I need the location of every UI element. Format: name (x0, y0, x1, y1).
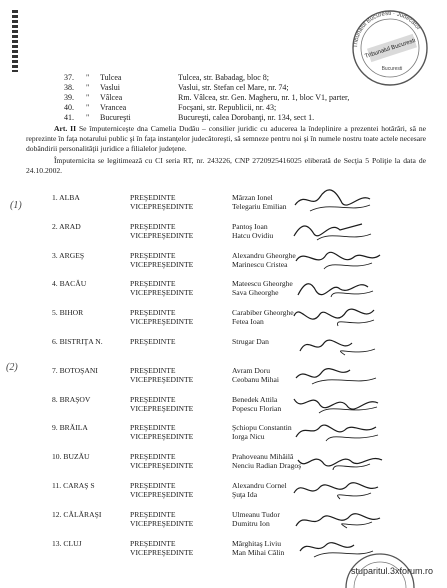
president-name: Mateescu Gheorghe (232, 279, 293, 289)
handwritten-signature (290, 331, 400, 361)
vice-name: Marinescu Cristea (232, 259, 288, 269)
vice-name: Fetea Ioan (232, 317, 264, 327)
president-name: Şchiopu Constantin (232, 423, 292, 433)
role-president: PREŞEDINTE (130, 394, 176, 404)
role-president: PREŞEDINTE (130, 452, 176, 462)
county-name: 8. BRAŞOV (52, 394, 91, 404)
role-president: PREŞEDINTE (130, 481, 176, 490)
role-vice: VICEPREŞEDINTE (130, 202, 194, 211)
county-name: 12. CĂLĂRAŞI (52, 509, 102, 519)
article-paragraph (26, 124, 426, 153)
vice-name: Iorga Nicu (232, 432, 265, 442)
role-vice: VICEPREŞEDINTE (130, 259, 194, 269)
article-text: Se împuterniceşte dna Camelia Dudău – consilier juridic cu aducerea la îndeplinire a prezentei hotărâri, să ne reprezinte în faţa notarului public şi în faţa instanţelor judecătoreşti, să semneze pentru noi şi în numele nostru toate actele necesare dobândirii personalităţii juridice a filialelor judeţene. (26, 124, 427, 153)
role-president: PREŞEDINTE (130, 365, 176, 375)
role-president: PREŞEDINTE (130, 308, 176, 318)
vice-name: Şuţa Ida (232, 490, 258, 499)
president-name: Carabiber Gheorghe (232, 308, 294, 318)
county-name: 2. ARAD (52, 221, 81, 231)
handwritten-signature (290, 475, 400, 505)
vice-name: Popescu Florian (232, 403, 282, 413)
role-vice: VICEPREŞEDINTE (130, 490, 194, 499)
role-vice: VICEPREŞEDINTE (130, 317, 194, 327)
county-name: 9. BRĂILA (52, 423, 88, 433)
county-name: 7. BOTOŞANI (52, 365, 98, 375)
county-name: 3. ARGEŞ (52, 250, 85, 260)
county-name: 1. ALBA (52, 193, 80, 202)
role-president: PREŞEDINTE (130, 279, 176, 289)
article-label: Art. II (54, 124, 77, 133)
document-page: Tribunalul Bucuresti · Judecator Tribunalul Bucuresti Bucuresti 37. " Tulcea Tulcea, str. Babadag, bloc 8; 38. " Vaslui Vaslui, str. Stefan cel Mare, nr. 74; 39. " Vâlcea Rm. Vâlcea, str. Gen. Magheru, nr. 1, bloc V1, parter, 40. " Vrancea Focşani, str. Republicii, nr. 43; 41. " Bucureşti Bucureşti, calea Dorobanţi, nr. 134, sect 1. Art. II Se împuterniceşte dna Camelia Dudău – consilier juridic cu aducerea la îndeplinire a prezentei hotărâri, să ne reprezinte în faţa notarului public şi în faţa instanţelor judecătoreşti, să semneze pentru noi şi în numele nostru toate actele necesare dobândirii personalităţii juridice a filialelor judeţene. Împuternicita se legitimează cu CI seria RT, nr. 243226, CNP 2720925416025 eliberată de Secţia 5 Poliţie la data de 24.10.2002. (1) (2) 1. ALBA PREŞEDINTE Mârzan Ionel VICEPREŞEDINTE Telegariu Emilian 2. ARAD PREŞEDINTE Pantoş Ioan VICEPREŞEDINTE Hatcu Ovidiu 3. ARGEŞ PREŞEDINTE Alexandru Gheorghe VICEPREŞEDINTE Marinescu Cristea 4. BACĂU PREŞEDINTE Mateescu Gheorghe VICEPREŞEDINTE Sava Gheorghe 5. BIHOR PREŞEDINTE Carabiber Gheorghe VICEPREŞEDINTE Fetea Ioan 6. BISTRIŢA N. PREŞEDINTE Strugar Dan 7. BOTOŞANI PREŞEDINTE Avram Doru VICEPREŞEDINTE Ceobanu Mihai 8. BRAŞOV PREŞEDINTE Benedek Attila VICEPREŞEDINTE Popescu Florian 9. BRĂILA PREŞEDINTE Şchiopu Constantin VICEPREŞEDINTE Iorga Nicu 10. BUZĂU PREŞEDINTE Prahoveanu Mihăilă VICEPREŞEDINTE Nenciu Radian Dragoş 11. CARAŞ S PREŞEDINTE Alexandru Cornel VICEPREŞEDINTE Şuţa Ida 12. CĂLĂRAŞI PREŞEDINTE Ulmeanu Tudor VICEPREŞEDINTE Dumitru Ion 13. CLUJ PREŞEDINTE Mărghitaş Liviu VICEPREŞEDINTE Man Mihai Călin stuparitul.3xforum.ro (0, 0, 447, 580)
president-name: Alexandru Cornel (232, 481, 287, 490)
president-name: Ulmeanu Tudor (232, 509, 280, 519)
handwritten-signature (290, 446, 400, 476)
handwritten-signature (290, 216, 400, 246)
handwritten-signature (290, 187, 400, 217)
role-vice: VICEPREŞEDINTE (130, 230, 194, 240)
seal-ring-text: Tribunalul Bucuresti · Judecator (352, 10, 422, 49)
margin-note: (1) (10, 200, 22, 211)
vice-name: Hatcu Ovidiu (232, 230, 274, 240)
county-name: 5. BIHOR (52, 308, 84, 318)
president-name: Strugar Dan (232, 337, 269, 346)
county-name: 10. BUZĂU (52, 452, 90, 462)
role-vice: VICEPREŞEDINTE (130, 403, 194, 413)
role-president: PREŞEDINTE (130, 250, 176, 260)
role-vice: VICEPREŞEDINTE (130, 547, 194, 557)
president-name: Benedek Attila (232, 394, 278, 404)
seal-sub-text: Bucuresti (381, 66, 403, 72)
role-vice: VICEPREŞEDINTE (130, 288, 194, 298)
president-name: Pantoş Ioan (232, 221, 268, 231)
vice-name: Man Mihai Călin (232, 547, 285, 557)
seal-center-text: Tribunalul Bucuresti (364, 37, 417, 60)
president-name: Avram Doru (232, 365, 271, 375)
handwritten-signature (290, 417, 400, 447)
tribunal-seal-stamp (350, 8, 430, 88)
role-president: PREŞEDINTE (130, 538, 176, 548)
county-name: 6. BISTRIŢA N. (52, 337, 103, 346)
president-name: Mărghitaş Liviu (232, 538, 282, 548)
president-name: Alexandru Gheorghe (232, 250, 296, 260)
county-name: 11. CARAŞ S (52, 481, 95, 490)
role-vice: VICEPREŞEDINTE (130, 374, 194, 384)
forum-watermark-link[interactable]: stuparitul.3xforum.ro (350, 566, 433, 576)
vice-name: Dumitru Ion (232, 518, 270, 528)
county-name: 4. BACĂU (52, 279, 87, 289)
mandate-paragraph (26, 156, 426, 176)
role-president: PREŞEDINTE (130, 221, 176, 231)
vice-name: Nenciu Radian Dragoş (232, 461, 302, 471)
role-president: PREŞEDINTE (130, 337, 176, 346)
role-vice: VICEPREŞEDINTE (130, 432, 194, 442)
mandate-text: Împuternicita se legitimează cu CI seria RT, nr. 243226, CNP 2720925416025 eliberată de Secţia 5 Poliţie la data de 24.10.2002. (26, 156, 426, 175)
role-vice: VICEPREŞEDINTE (130, 518, 194, 528)
president-name: Prahoveanu Mihăilă (232, 452, 294, 462)
handwritten-signature (290, 273, 400, 303)
role-vice: VICEPREŞEDINTE (130, 461, 194, 471)
scan-margin-mark (12, 10, 18, 72)
handwritten-signature (290, 389, 400, 419)
president-name: Mârzan Ionel (232, 193, 273, 202)
vice-name: Sava Gheorghe (232, 288, 279, 298)
role-president: PREŞEDINTE (130, 423, 176, 433)
margin-note: (2) (6, 362, 18, 373)
role-president: PREŞEDINTE (130, 193, 176, 202)
handwritten-signature (290, 504, 400, 534)
county-name: 13. CLUJ (52, 538, 82, 548)
role-president: PREŞEDINTE (130, 509, 176, 519)
handwritten-signature (290, 302, 400, 332)
vice-name: Telegariu Emilian (232, 202, 287, 211)
handwritten-signature (290, 360, 400, 390)
handwritten-signature (290, 245, 400, 275)
vice-name: Ceobanu Mihai (232, 374, 280, 384)
